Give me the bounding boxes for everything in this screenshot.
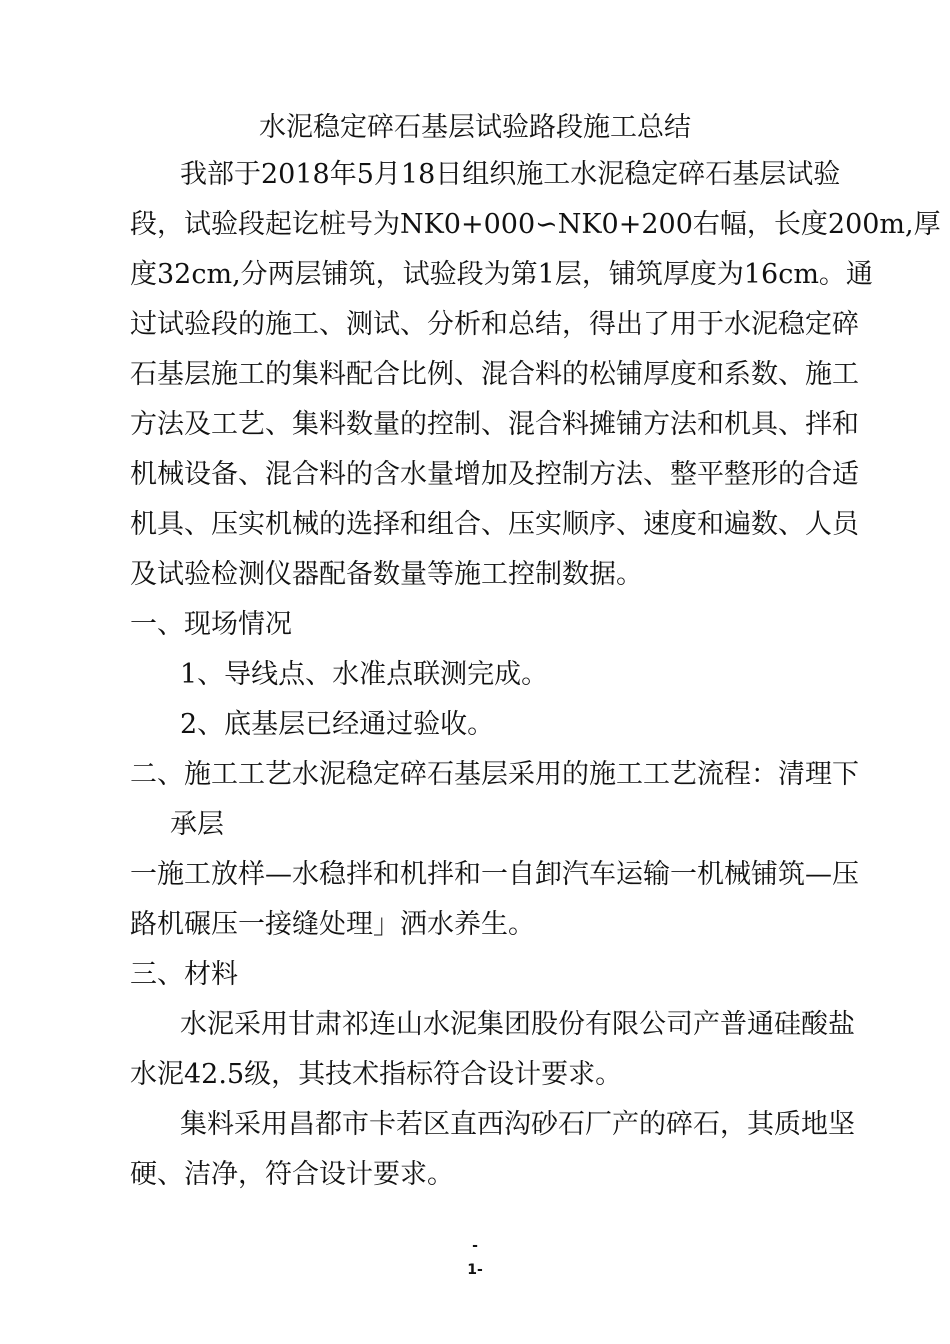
footer-dash: - bbox=[472, 1238, 478, 1254]
intro-line: 方法及工艺、集料数量的控制、混合料摊铺方法和机具、拌和 bbox=[130, 409, 859, 440]
paragraph-line: 水泥采用甘肃祁连山水泥集团股份有限公司产普通硅酸盐 bbox=[180, 1009, 855, 1040]
section-heading-cont: 承层 bbox=[170, 809, 224, 840]
intro-line: 度32cm,分两层铺筑，试验段为第1层，铺筑厚度为16cm。通 bbox=[130, 259, 873, 290]
flow-line: 一施工放样—水稳拌和机拌和一自卸汽车运输一机械铺筑—压 bbox=[130, 859, 859, 890]
page-number: 1- bbox=[467, 1262, 483, 1278]
paragraph-line: 集料采用昌都市卡若区直西沟砂石厂产的碎石，其质地坚 bbox=[180, 1109, 855, 1140]
section-heading: 二、施工工艺水泥稳定碎石基层采用的施工工艺流程：清理下 bbox=[130, 759, 859, 790]
page-title: 水泥稳定碎石基层试验路段施工总结 bbox=[259, 112, 691, 143]
intro-line: 段，试验段起讫桩号为NK0+000∽NK0+200右幅，长度200m,厚 bbox=[130, 209, 941, 240]
list-item: 2、底基层已经通过验收。 bbox=[180, 709, 495, 740]
list-item: 1、导线点、水准点联测完成。 bbox=[180, 659, 549, 690]
intro-line: 石基层施工的集料配合比例、混合料的松铺厚度和系数、施工 bbox=[130, 359, 859, 390]
section-heading: 一、现场情况 bbox=[130, 609, 292, 640]
intro-line: 机械设备、混合料的含水量增加及控制方法、整平整形的合适 bbox=[130, 459, 859, 490]
intro-line: 及试验检测仪器配备数量等施工控制数据。 bbox=[130, 559, 643, 590]
flow-line: 路机碾压一接缝处理」洒水养生。 bbox=[130, 909, 535, 940]
intro-line: 机具、压实机械的选择和组合、压实顺序、速度和遍数、人员 bbox=[130, 509, 859, 540]
intro-line: 我部于2018年5月18日组织施工水泥稳定碎石基层试验 bbox=[180, 159, 841, 190]
paragraph-line: 水泥42.5级，其技术指标符合设计要求。 bbox=[130, 1059, 623, 1090]
section-heading: 三、材料 bbox=[130, 959, 238, 990]
paragraph-line: 硬、洁净，符合设计要求。 bbox=[130, 1159, 454, 1190]
intro-line: 过试验段的施工、测试、分析和总结，得出了用于水泥稳定碎 bbox=[130, 309, 859, 340]
